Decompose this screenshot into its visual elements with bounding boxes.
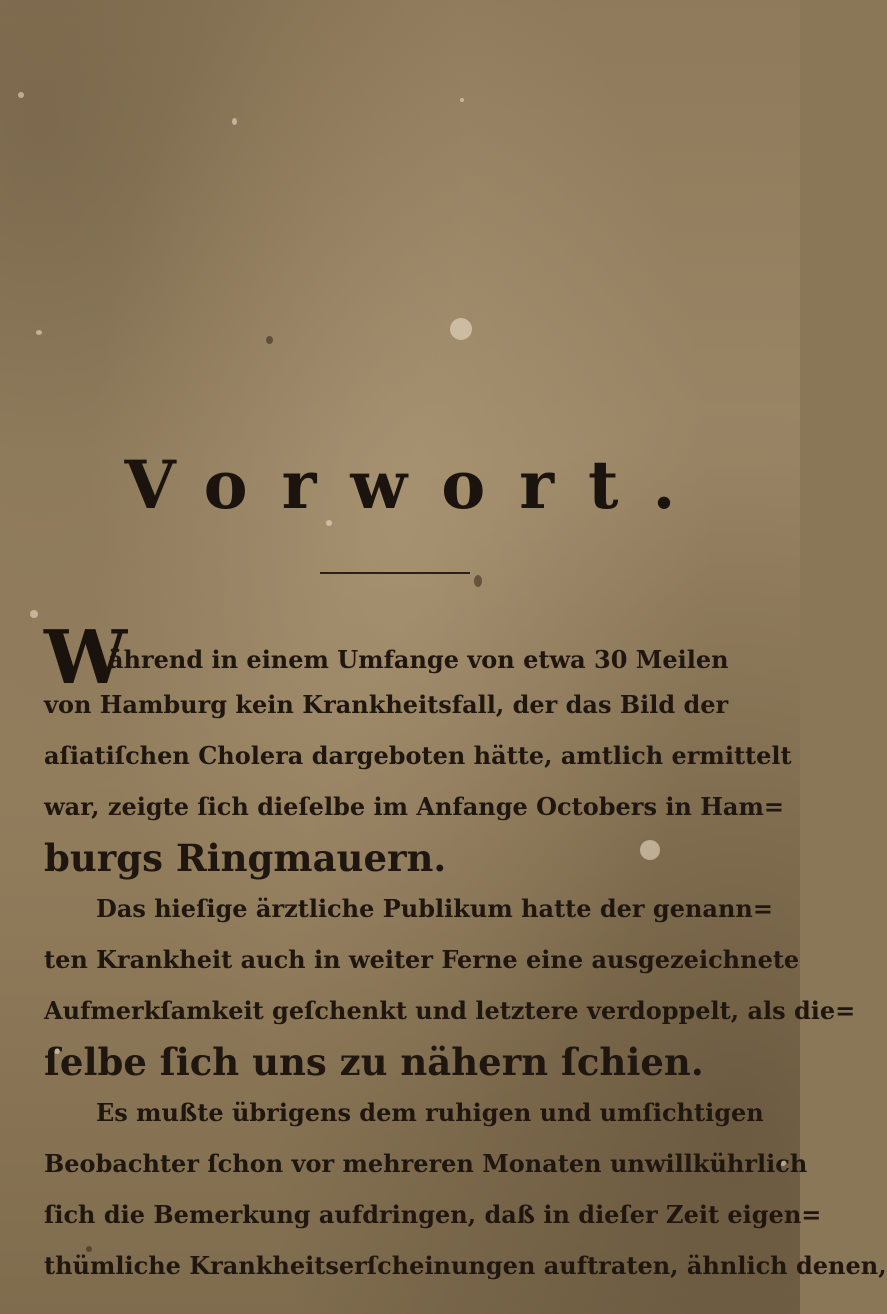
text-line: aſiatiſchen Cholera dargeboten hätte, amtlich ermittelt [44, 741, 792, 770]
text-line: Es mußte übrigens dem ruhigen und umſichtigen [96, 1098, 764, 1127]
text-line: war, zeigte ſich dieſelbe im Anfange Octobers in Ham= [44, 792, 784, 821]
text-line: ährend in einem Umfange von etwa 30 Meilen [108, 645, 729, 674]
text-line: ſelbe ſich uns zu nähern ſchien. [44, 1040, 704, 1084]
text-line: von Hamburg kein Krankheitsfall, der das Bild der [44, 690, 729, 719]
text-line: Aufmerkſamkeit geſchenkt und letztere verdoppelt, als die= [44, 996, 856, 1025]
text-line: ſich die Bemerkung aufdringen, daß in dieſer Zeit eigen= [44, 1200, 822, 1229]
page-heading: Vorwort. [124, 446, 710, 524]
text-line: Beobachter ſchon vor mehreren Monaten unwillkührlich [44, 1149, 808, 1178]
text-line: thümliche Krankheitserſcheinungen auftraten, ähnlich denen, [44, 1251, 887, 1280]
text-line: ten Krankheit auch in weiter Ferne eine ausgezeichnete [44, 945, 800, 974]
drop-cap: W [44, 615, 128, 701]
text-line: Das hieſige ärztliche Publikum hatte der genann= [96, 894, 773, 923]
text-line: burgs Ringmauern. [44, 836, 447, 880]
